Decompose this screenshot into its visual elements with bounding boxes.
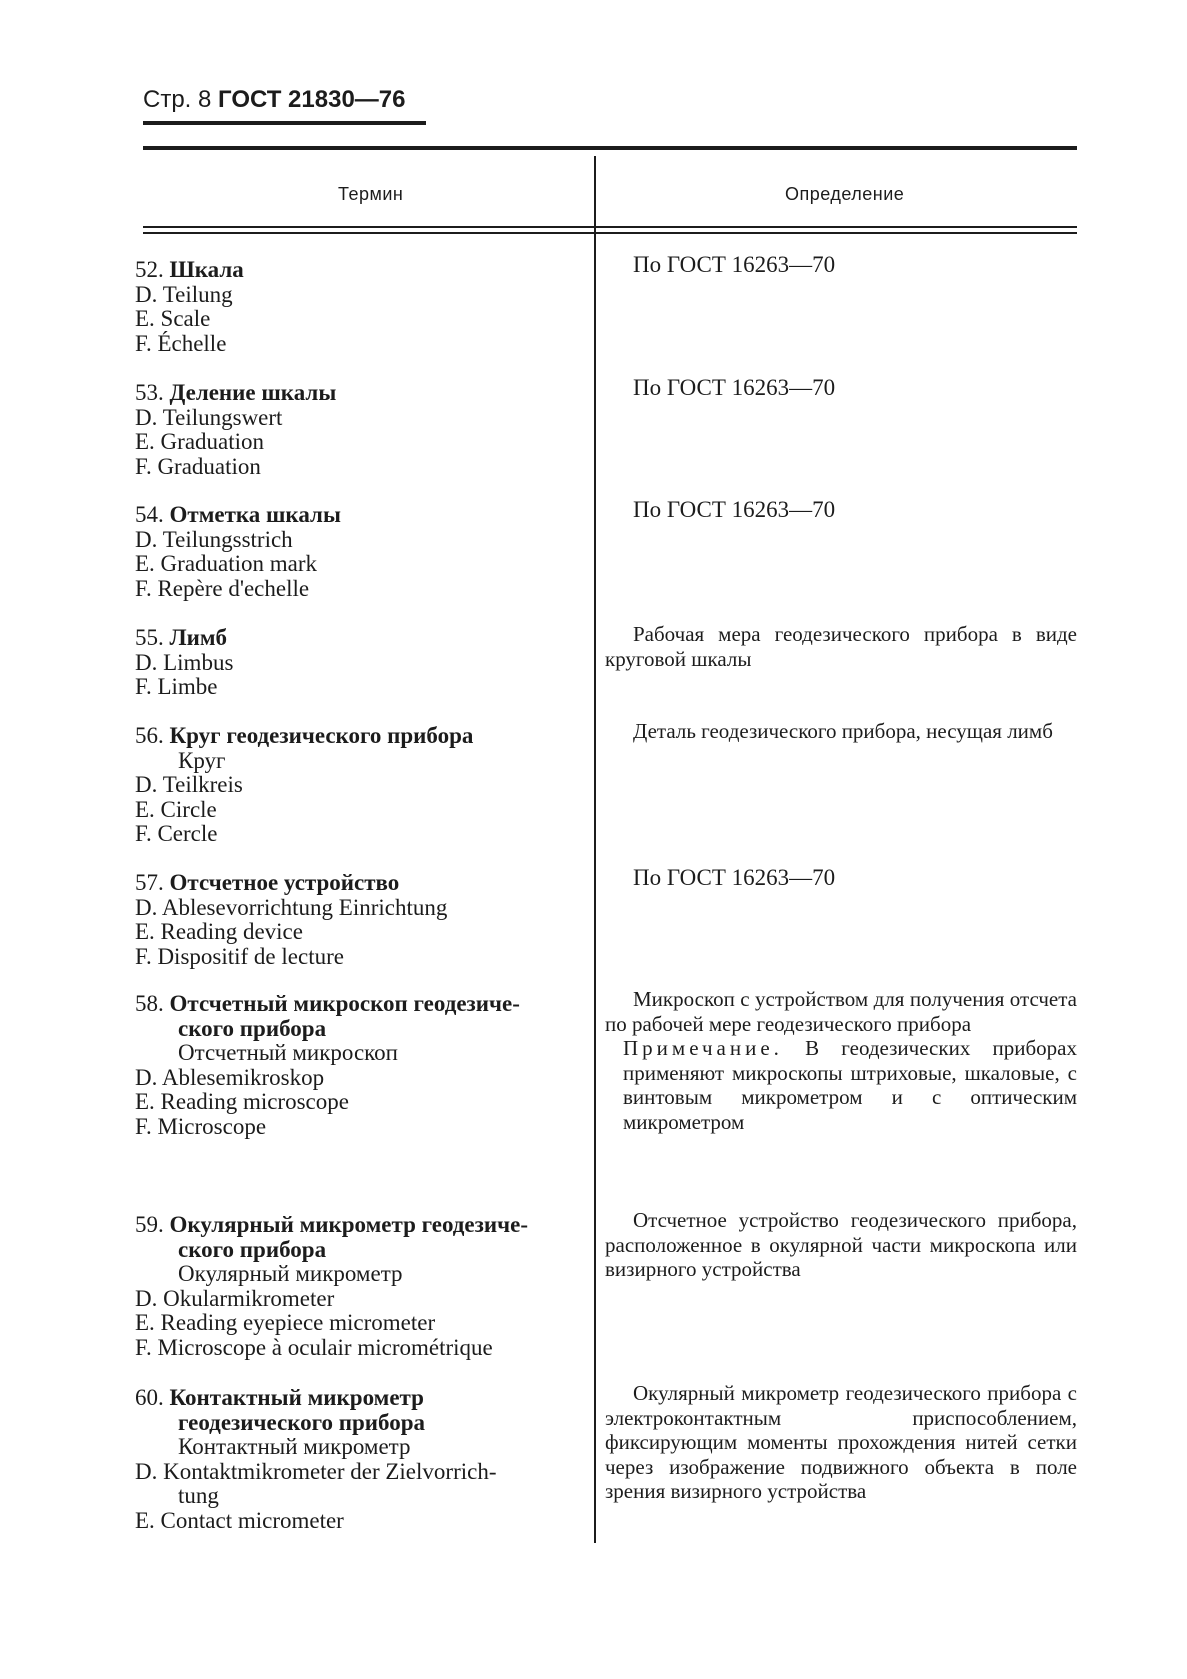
translation-en: E. Scale	[135, 306, 211, 331]
definition-text: Рабочая мера геодезического прибора в виде круговой шкалы	[605, 622, 1077, 671]
term-synonym: Окулярный микрометр	[178, 1261, 403, 1286]
translation-de: D. Okularmikrometer	[135, 1285, 335, 1311]
translation-fr: F. Échelle	[135, 330, 227, 356]
term-name: Шкала	[169, 257, 244, 282]
translation-fr: F. Graduation	[135, 453, 261, 479]
term-name: Деление шкалы	[169, 380, 337, 405]
term-synonym: Отсчетный микроскоп	[178, 1040, 398, 1065]
translation-en: E. Graduation	[135, 429, 265, 454]
column-header-definition: Определение	[785, 184, 905, 204]
term-number: 59.	[135, 1212, 164, 1237]
translation-de: D. Ablesemikroskop	[135, 1064, 325, 1090]
translation-fr: F. Limbe	[135, 674, 218, 699]
translation-de: D. Ablesevorrichtung Einrichtung	[135, 894, 448, 920]
definition-56	[605, 719, 1077, 744]
definition-52	[605, 253, 1077, 278]
term-name: Контактный микрометр	[169, 1385, 424, 1410]
column-header-term: Термин	[338, 184, 404, 204]
translation-en: E. Reading device	[135, 919, 303, 944]
definition-54	[605, 498, 1077, 523]
translation-en: E. Reading eyepiece micrometer	[135, 1310, 436, 1335]
definition-text: Окулярный микрометр геодезического прибора с электроконтактным приспособлением, фиксирующим моменты прохождения нитей сетки через изображение подвижного объекта в поле зрения визирного устройства	[605, 1381, 1077, 1503]
definition-text: Микроскоп с устройством для получения отсчета по рабочей мере геодезического прибора	[605, 987, 1077, 1036]
translation-de: D. Teilungswert	[135, 404, 283, 430]
term-synonym: Круг	[178, 747, 226, 773]
term-name: Лимб	[169, 625, 228, 650]
translation-fr: F. Microscope	[135, 1113, 267, 1139]
term-number: 52.	[135, 257, 164, 282]
term-57	[135, 871, 585, 969]
translation-de: D. Limbus	[135, 649, 234, 675]
term-number: 57.	[135, 870, 164, 895]
term-number: 58.	[135, 991, 164, 1016]
translation-en: E. Circle	[135, 796, 217, 822]
term-55	[135, 626, 585, 700]
term-name-continued: ского прибора	[178, 1236, 327, 1262]
standard-code: ГОСТ 21830—76	[218, 86, 406, 113]
definition-text: По ГОСТ 16263—70	[633, 865, 836, 890]
translation-de: D. Teilungsstrich	[135, 526, 293, 552]
term-59	[135, 1213, 585, 1360]
definition-text: Деталь геодезического прибора, несущая лимб	[633, 719, 1053, 743]
definition-55	[605, 622, 1077, 671]
translation-de: D. Kontaktmikrometer der Zielvorrich-	[135, 1458, 497, 1484]
term-56	[135, 724, 585, 847]
definition-53	[605, 376, 1077, 401]
definition-text: Отсчетное устройство геодезического прибора, расположенное в окулярной части микроскопа или визирного устройства	[605, 1208, 1077, 1281]
term-58	[135, 992, 585, 1139]
definition-text: По ГОСТ 16263—70	[633, 375, 836, 400]
header-rule	[143, 121, 426, 125]
term-52	[135, 258, 585, 356]
note-text: В геодезических приборах применяют микроскопы штриховые, шкаловые, с винтовым микрометром и с оптическим микрометром	[623, 1036, 1077, 1134]
term-number: 60.	[135, 1385, 164, 1410]
translation-de-continued: tung	[178, 1483, 219, 1508]
term-number: 53.	[135, 380, 164, 405]
translation-en: E. Graduation mark	[135, 551, 318, 576]
term-name: Окулярный микрометр геодезиче-	[169, 1212, 528, 1237]
definition-57	[605, 866, 1077, 891]
definition-text: По ГОСТ 16263—70	[633, 497, 836, 522]
term-number: 55.	[135, 625, 164, 650]
definition-text: По ГОСТ 16263—70	[633, 252, 836, 277]
note-lead: Примечание.	[623, 1036, 783, 1060]
term-name: Отметка шкалы	[169, 502, 341, 527]
term-name-continued: ского прибора	[178, 1015, 327, 1041]
column-divider	[594, 156, 596, 1543]
term-name: Отсчетный микроскоп геодезиче-	[169, 991, 520, 1016]
definition-note	[605, 1036, 1077, 1134]
page-number: Стр. 8	[143, 86, 212, 113]
term-name-continued: геодезического прибора	[178, 1409, 426, 1435]
header-separator-top	[143, 226, 1077, 228]
translation-fr: F. Dispositif de lecture	[135, 943, 344, 969]
term-number: 54.	[135, 502, 164, 527]
translation-en: E. Reading microscope	[135, 1089, 349, 1114]
definition-59	[605, 1208, 1077, 1282]
term-number: 56.	[135, 723, 164, 748]
translation-fr: F. Microscope à oculair micrométrique	[135, 1334, 493, 1360]
definition-60	[605, 1381, 1077, 1504]
term-54	[135, 503, 585, 601]
translation-fr: F. Cercle	[135, 821, 218, 846]
term-53	[135, 381, 585, 479]
term-name: Круг геодезического прибора	[169, 723, 474, 748]
term-synonym: Контактный микрометр	[178, 1434, 411, 1459]
table-top-rule	[143, 146, 1077, 150]
translation-fr: F. Repère d'echelle	[135, 575, 310, 601]
term-60	[135, 1386, 585, 1533]
header-separator-bottom	[143, 232, 1077, 234]
translation-de: D. Teilkreis	[135, 772, 243, 797]
page-header	[143, 86, 405, 114]
term-name: Отсчетное устройство	[169, 870, 400, 895]
definition-58	[605, 987, 1077, 1134]
translation-en: E. Contact micrometer	[135, 1507, 344, 1533]
translation-de: D. Teilung	[135, 281, 233, 307]
